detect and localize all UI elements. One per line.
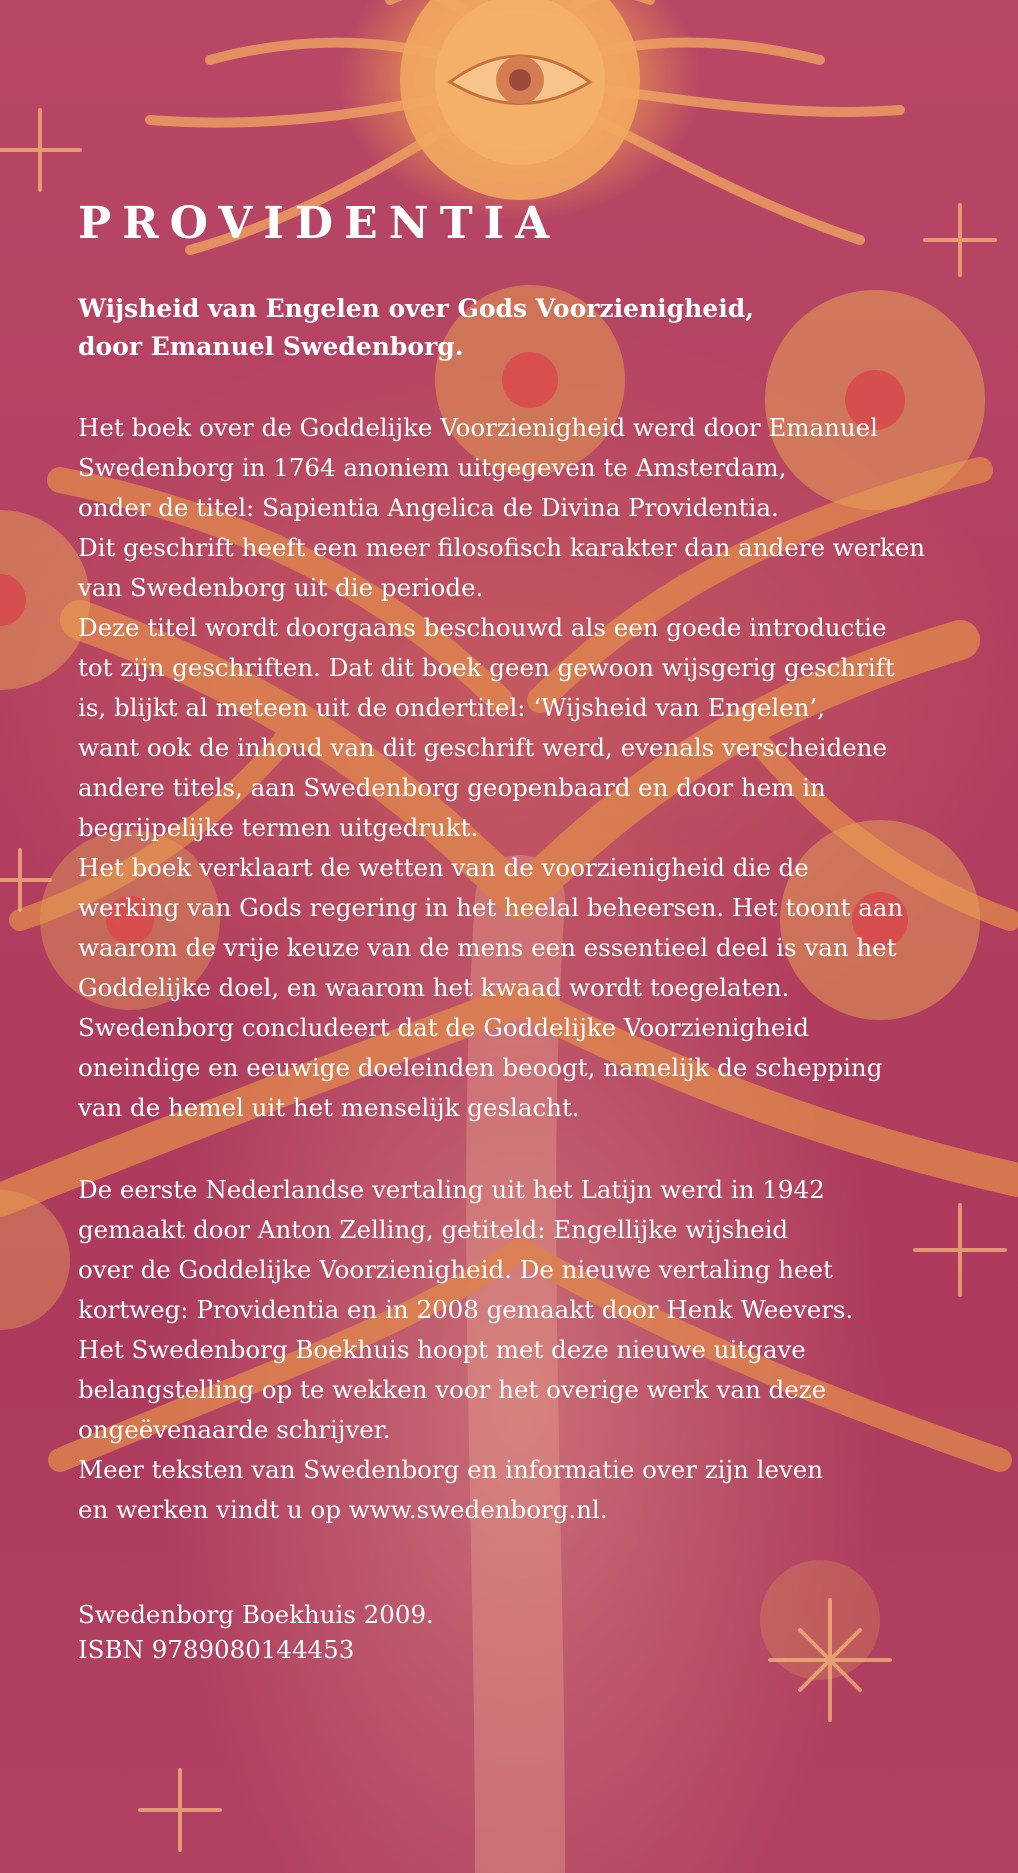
subtitle-line: door Emanuel Swedenborg. <box>78 332 464 361</box>
publisher-info <box>78 1597 434 1667</box>
text-line: De eerste Nederlandse vertaling uit het Latijn werd in 1942 <box>78 1175 825 1204</box>
text-line: en werken vindt u op www.swedenborg.nl. <box>78 1495 608 1524</box>
text-line: belangstelling op te wekken voor het overige werk van deze <box>78 1375 827 1404</box>
text-line: Deze titel wordt doorgaans beschouwd als een goede introductie <box>78 613 887 642</box>
text-line: Het Swedenborg Boekhuis hoopt met deze nieuwe uitgave <box>78 1335 806 1364</box>
text-line: andere titels, aan Swedenborg geopenbaard en door hem in <box>78 773 826 802</box>
subtitle-line: Wijsheid van Engelen over Gods Voorzienigheid, <box>78 294 754 323</box>
text-line: is, blijkt al meteen uit de ondertitel: ‘Wijsheid van Engelen’, <box>78 693 826 722</box>
text-line: van Swedenborg uit die periode. <box>78 573 484 602</box>
publisher-line: Swedenborg Boekhuis 2009. <box>78 1600 434 1629</box>
text-line: Dit geschrift heeft een meer filosofisch karakter dan andere werken <box>78 533 926 562</box>
text-line: tot zijn geschriften. Dat dit boek geen gewoon wijsgerig geschrift <box>78 653 895 682</box>
text-line: Het boek over de Goddelijke Voorzienigheid werd door Emanuel <box>78 413 878 442</box>
text-line: Swedenborg concludeert dat de Goddelijke Voorzienigheid <box>78 1013 809 1042</box>
isbn-line: ISBN 9789080144453 <box>78 1635 355 1664</box>
text-line: onder de titel: Sapientia Angelica de Divina Providentia. <box>78 493 779 522</box>
text-line: begrijpelijke termen uitgedrukt. <box>78 813 479 842</box>
text-line: kortweg: Providentia en in 2008 gemaakt door Henk Weevers. <box>78 1295 854 1324</box>
text-line: van de hemel uit het menselijk geslacht. <box>78 1093 580 1122</box>
text-line: waarom de vrije keuze van de mens een essentieel deel is van het <box>78 933 897 962</box>
text-line: Meer teksten van Swedenborg en informatie over zijn leven <box>78 1455 824 1484</box>
translation-paragraph <box>78 1170 853 1530</box>
description-paragraph <box>78 408 925 1128</box>
text-line: Het boek verklaart de wetten van de voorzienigheid die de <box>78 853 809 882</box>
text-line: Swedenborg in 1764 anoniem uitgegeven te Amsterdam, <box>78 453 787 482</box>
text-line: Goddelijke doel, en waarom het kwaad wordt toegelaten. <box>78 973 790 1002</box>
book-subtitle <box>78 290 754 366</box>
text-line: oneindige en eeuwige doeleinden beoogt, namelijk de schepping <box>78 1053 883 1082</box>
text-line: gemaakt door Anton Zelling, getiteld: Engellijke wijsheid <box>78 1215 789 1244</box>
book-title: PROVIDENTIA <box>78 198 561 249</box>
text-line: over de Goddelijke Voorzienigheid. De nieuwe vertaling heet <box>78 1255 833 1284</box>
text-line: ongeëvenaarde schrijver. <box>78 1415 391 1444</box>
text-line: want ook de inhoud van dit geschrift werd, evenals verscheidene <box>78 733 887 762</box>
text-line: werking van Gods regering in het heelal beheersen. Het toont aan <box>78 893 904 922</box>
